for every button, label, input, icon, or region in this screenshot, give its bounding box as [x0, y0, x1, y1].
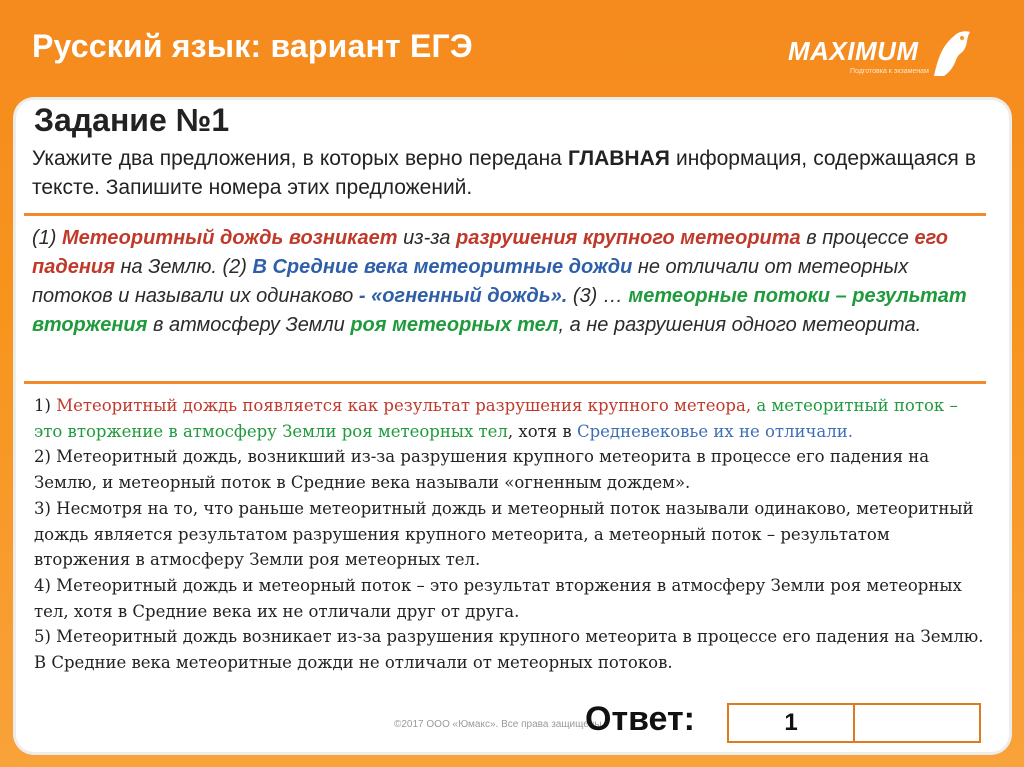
task-title: Задание №1 [34, 102, 230, 138]
option-1-d: Средневековье их не отличали. [576, 421, 853, 441]
answer-cell-2[interactable] [853, 705, 979, 741]
passage-s1-e: его падения [32, 227, 949, 278]
option-1-num: 1) [34, 396, 57, 415]
passage-s3-d: , а не разрушения одного метеорита. [558, 314, 922, 336]
divider-bottom [24, 381, 986, 384]
option-1 [34, 393, 986, 444]
logo-text: MAXIMUM [788, 36, 919, 66]
passage-s1-f: на Землю. (2) [114, 256, 253, 278]
maximum-horse-icon [928, 28, 974, 80]
source-passage [32, 224, 982, 340]
passage-s1-a: Метеоритный дождь возникает [62, 227, 398, 249]
passage-s2-c: - «огненный дождь». [358, 285, 568, 307]
option-5: 5) Метеоритный дождь возникает из-за разрушения крупного метеорита в процессе его падения на Землю. В Средние века метеоритные дожди не отличали от метеорных потоков. [34, 627, 984, 673]
option-1-c: , хотя в [507, 421, 577, 441]
passage-s1-d: в процессе [800, 227, 915, 249]
passage-s2-b: не отличали от метеорных потоков и называли их одинаково [32, 256, 909, 307]
passage-s1-c: разрушения крупного метеорита [455, 227, 801, 249]
option-3: 3) Несмотря на то, что раньше метеоритный дождь и метеорный поток называли одинаково, метеоритный дождь является результатом разрушения крупного метеорита, а метеорный поток – результатом вторжения в атмосферу Земли роя метеорных тел. [34, 498, 974, 570]
passage-s2-a: В Средние века метеоритные дожди [252, 256, 633, 278]
task-text-bold: ГЛАВНАЯ [567, 147, 670, 170]
answer-options [34, 393, 986, 676]
maximum-logo [788, 28, 978, 84]
option-2: 2) Метеоритный дождь, возникший из-за разрушения крупного метеорита в процессе его падения на Землю, и метеорный поток в Средние века называли «огненным дождем». [34, 447, 930, 493]
passage-s3-num: (3) … [567, 285, 629, 307]
passage-s3-c: роя метеорных тел [350, 314, 559, 336]
passage-s1-num: (1) [32, 227, 62, 249]
passage-s3-a: метеорные потоки – результат вторжения [32, 285, 967, 336]
page-title: Русский язык: вариант ЕГЭ [32, 28, 473, 64]
logo-subtitle: Подготовка к экзаменам [850, 68, 929, 75]
answer-cell-1[interactable]: 1 [784, 709, 798, 736]
task-text-part1: Укажите два предложения, в которых верно передана [32, 147, 568, 170]
passage-s1-b: из-за [397, 227, 456, 249]
option-1-a: Метеоритный дождь появляется как результат разрушения крупного метеора, [56, 396, 752, 415]
answer-box [727, 703, 981, 743]
divider-top [24, 213, 986, 216]
task-text-part2: информация, содержащаяся в тексте. Запишите номера этих предложений. [32, 147, 976, 199]
task-instructions [32, 144, 976, 202]
option-4: 4) Метеоритный дождь и метеорный поток – это результат вторжения в атмосферу Земли роя метеорных тел, хотя в Средние века их не отличали друг от друга. [34, 575, 962, 621]
copyright: ©2017 ООО «Юмакс». Все права защищены [394, 719, 602, 730]
passage-s3-b: в атмосферу Земли [147, 314, 351, 336]
answer-label: Ответ: [585, 700, 695, 738]
option-1-b: а метеоритный поток – это вторжение в атмосферу Земли роя метеорных тел [34, 396, 958, 441]
